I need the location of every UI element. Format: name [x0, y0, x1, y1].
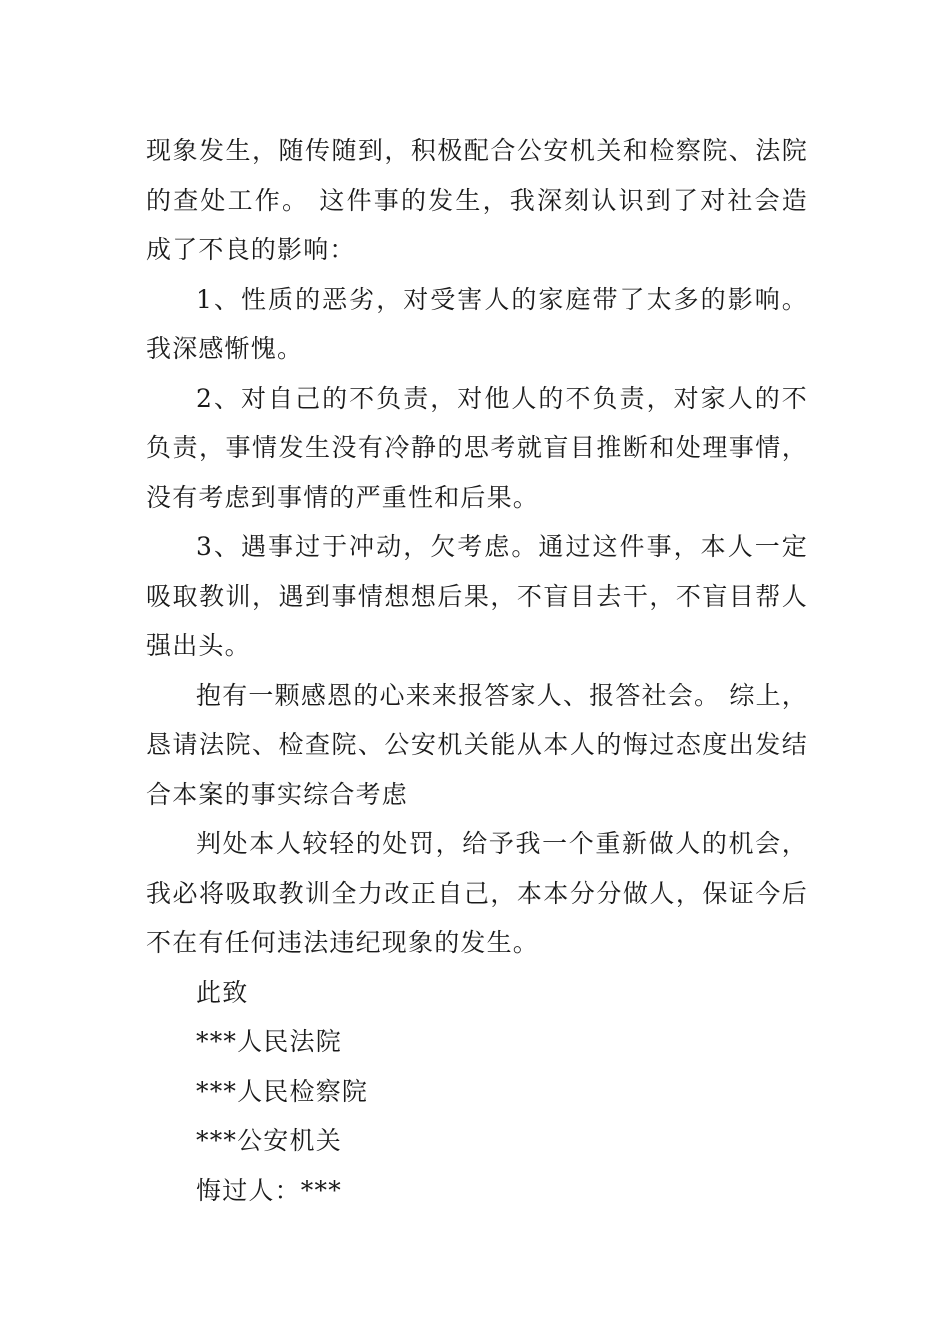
paragraph-request: 判处本人较轻的处罚，给予我一个重新做人的机会，我必将吸取教训全力改正自己，本本分分做人，保证今后不在有任何违法违纪现象的发生。 [146, 829, 808, 957]
closing-salutation: 此致 [196, 977, 249, 1007]
paragraph-gratitude: 抱有一颗感恩的心来来报答家人、报答社会。 综上，恳请法院、检查院、公安机关能从本人的悔过态度出发结合本案的事实综合考虑 [146, 680, 808, 809]
paragraph-point-2: 2、对自己的不负责，对他人的不负责，对家人的不负责，事情发生没有冷静的思考就盲目推断和处理事情，没有考虑到事情的严重性和后果。 [146, 383, 808, 512]
paragraph-point-1: 1、性质的恶劣，对受害人的家庭带了太多的影响。我深感惭愧。 [146, 284, 808, 363]
paragraph-point-3: 3、遇事过于冲动，欠考虑。通过这件事，本人一定吸取教训，遇到事情想想后果，不盲目去干，不盲目帮人强出头。 [146, 532, 808, 660]
recipient-court: ***人民法院 [196, 1027, 342, 1056]
signature: 悔过人：*** [196, 1175, 342, 1205]
recipient-procuratorate: ***人民检察院 [196, 1076, 369, 1106]
recipient-police: ***公安机关 [196, 1126, 342, 1155]
paragraph-intro: 现象发生，随传随到，积极配合公安机关和检察院、法院的查处工作。 这件事的发生，我深刻认识到了对社会造成了不良的影响： [146, 136, 808, 264]
document-body [146, 126, 808, 1215]
